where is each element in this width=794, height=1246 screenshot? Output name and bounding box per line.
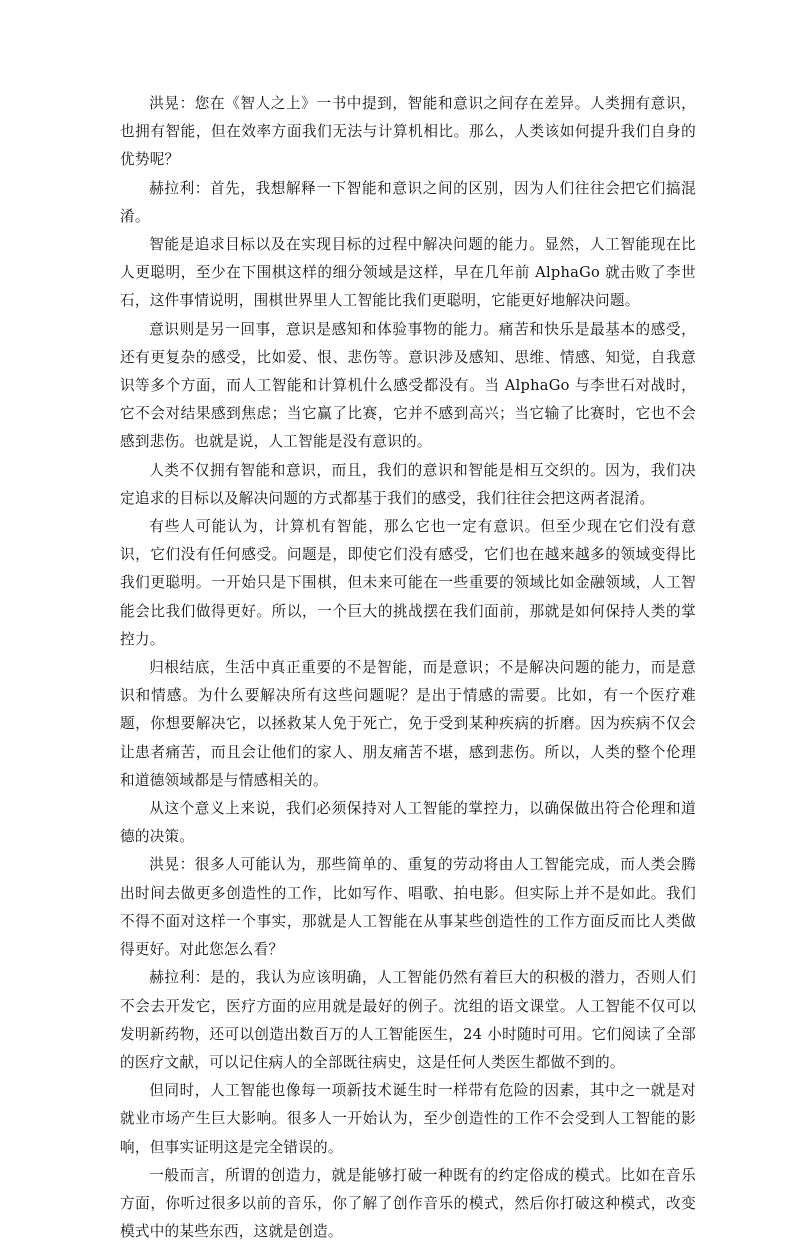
paragraph-text: 很多人可能认为，那些简单的、重复的劳动将由人工智能完成，而人类会腾出时间去做更多创造性的工作，比如写作、唱歌、拍电影。但实际上并不是如此。我们不得不面对这样一个事实，那就是人工智能在从事某些创造性的工作方面反而比人类做得更好。对此您怎么看？ [120,856,696,959]
paragraph-5 [120,457,696,513]
paragraph-6 [120,513,696,654]
paragraph-text: 从这个意义上来说，我们必须保持对人工智能的掌控力，以确保做出符合伦理和道德的决策。 [120,800,696,846]
paragraph-2 [120,175,696,231]
paragraph-3 [120,231,696,316]
paragraph-text: 一般而言，所谓的创造力，就是能够打破一种既有的约定俗成的模式。比如在音乐方面，你听过很多以前的音乐，你了解了创作音乐的模式，然后你打破这种模式，改变模式中的某些东西，这就是创造。 [120,1166,696,1241]
paragraph-12 [120,1162,696,1246]
paragraph-text: 智能是追求目标以及在实现目标的过程中解决问题的能力。显然，人工智能现在比人更聪明，至少在下围棋这样的细分领域是这样，早在几年前 AlphaGo 就击败了李世石，这件事情说明，围棋世界里人工智能比我们更聪明，它能更好地解决问题。 [120,236,696,310]
paragraph-11 [120,1077,696,1162]
speaker-label: 赫拉利： [149,969,210,987]
paragraph-10 [120,964,696,1077]
paragraph-text: 意识则是另一回事，意识是感知和体验事物的能力。痛苦和快乐是最基本的感受，还有更复杂的感受，比如爱、恨、悲伤等。意识涉及感知、思维、情感、知觉，自我意识等多个方面，而人工智能和计算机什么感受都没有。当 AlphaGo 与李世石对战时，它不会对结果感到焦虑；当它赢了比赛，它并不感到高兴；当它输了比赛时，它也不会感到悲伤。也就是说，人工智能是没有意识的。 [120,320,696,451]
paragraph-1 [120,90,696,175]
paragraph-7 [120,654,696,795]
paragraph-text: 归根结底，生活中真正重要的不是智能，而是意识；不是解决问题的能力，而是意识和情感。为什么要解决所有这些问题呢？是出于情感的需要。比如，有一个医疗难题，你想要解决它，以拯救某人免于死亡，免于受到某种疾病的折磨。因为疾病不仅会让患者痛苦，而且会让他们的家人、朋友痛苦不堪，感到悲伤。所以，人类的整个伦理和道德领域都是与情感相关的。 [120,659,696,789]
paragraph-text: 首先，我想解释一下智能和意识之间的区别，因为人们往往会把它们搞混淆。 [120,179,696,225]
paragraph-text: 您在《智人之上》一书中提到，智能和意识之间存在差异。人类拥有意识，也拥有智能，但在效率方面我们无法与计算机相比。那么，人类该如何提升我们自身的优势呢？ [120,95,696,169]
paragraph-text: 人类不仅拥有智能和意识，而且，我们的意识和智能是相互交织的。因为，我们决定追求的目标以及解决问题的方式都基于我们的感受，我们往往会把这两者混淆。 [120,461,696,507]
paragraph-text: 是的，我认为应该明确，人工智能仍然有着巨大的积极的潜力，否则人们不会去开发它，医疗方面的应用就是最好的例子。沈组的语文课堂。人工智能不仅可以发明新药物，还可以创造出数百万的人工智能医生，24 小时随时可用。它们阅读了全部的医疗文献，可以记住病人的全部既往病史，这是任何人类医生都做不到的。 [120,969,696,1071]
document-body [120,90,696,1246]
paragraph-text: 但同时，人工智能也像每一项新技术诞生时一样带有危险的因素，其中之一就是对就业市场产生巨大影响。很多人一开始认为，至少创造性的工作不会受到人工智能的影响，但事实证明这是完全错误的。 [120,1082,696,1156]
paragraph-text: 有些人可能认为，计算机有智能，那么它也一定有意识。但至少现在它们没有意识，它们没有任何感受。问题是，即使它们没有感受，它们也在越来越多的领域变得比我们更聪明。一开始只是下围棋，但未来可能在一些重要的领域比如金融领域，人工智能会比我们做得更好。所以，一个巨大的挑战摆在我们面前，那就是如何保持人类的掌控力。 [120,518,696,648]
speaker-label: 洪晃： [149,95,195,112]
paragraph-4 [120,316,696,457]
paragraph-9 [120,851,696,964]
speaker-label: 赫拉利： [149,179,210,197]
paragraph-8 [120,795,696,851]
speaker-label: 洪晃： [149,856,195,874]
